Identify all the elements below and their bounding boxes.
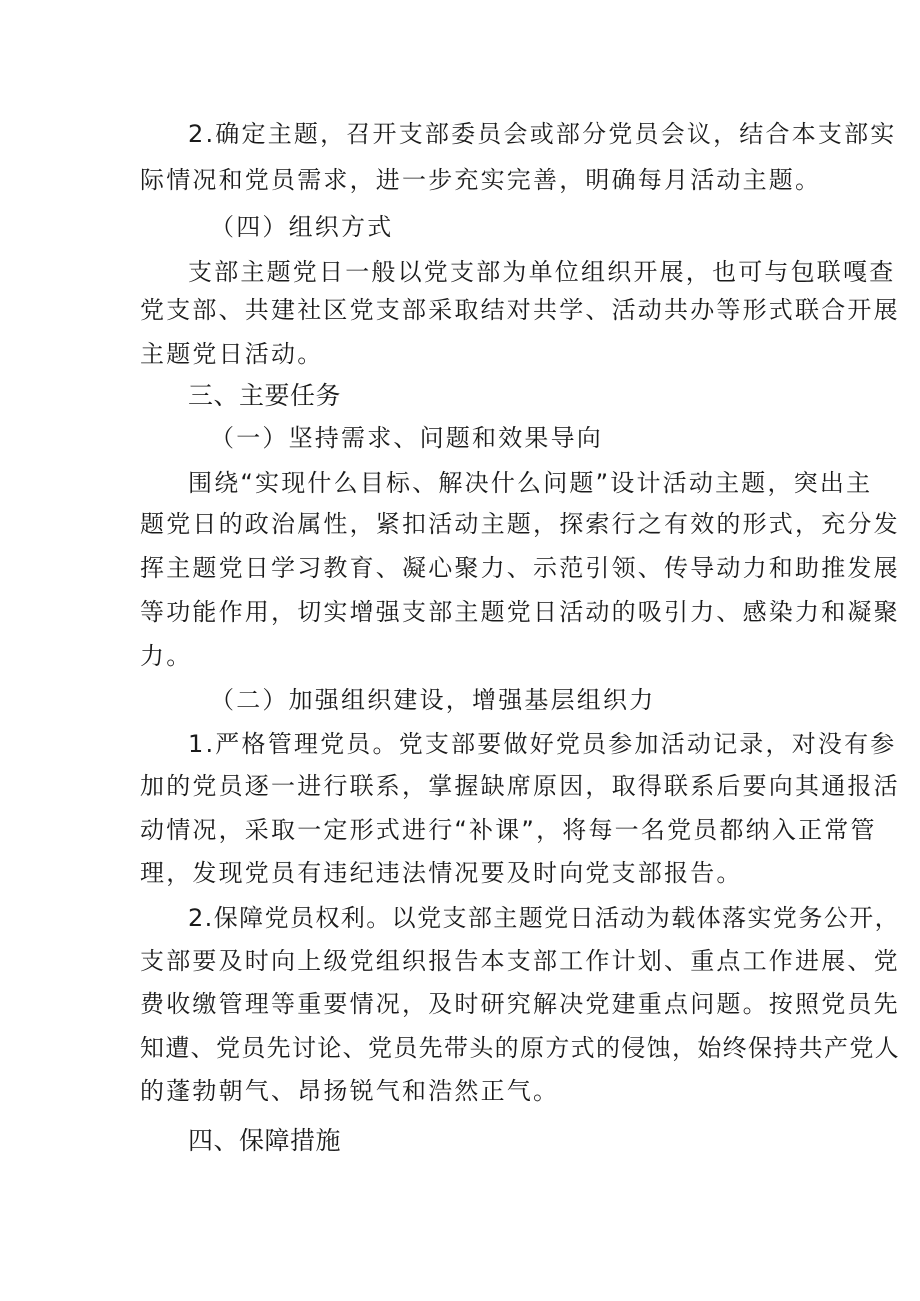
paragraph-line: 知遭、党员先讨论、党员先带头的原方式的侵蚀，始终保持共产党人 <box>140 1034 900 1062</box>
paragraph-line: 党支部、共建社区党支部采取结对共学、活动共办等形式联合开展 <box>140 296 900 324</box>
paragraph-line: 加的党员逐一进行联系，掌握缺席原因，取得联系后要向其通报活 <box>140 772 900 800</box>
paragraph-line: 1.严格管理党员。党支部要做好党员参加活动记录，对没有参 <box>188 730 897 758</box>
paragraph-line: 理，发现党员有违纪违法情况要及时向党支部报告。 <box>140 859 743 887</box>
paragraph-line: 等功能作用，切实增强支部主题党日活动的吸引力、感染力和凝聚 <box>140 598 900 626</box>
subheading: （四）组织方式 <box>210 213 394 241</box>
paragraph-line: 动情况，采取一定形式进行“补课”，将每一名党员都纳入正常管 <box>140 816 877 844</box>
paragraph-line: 挥主题党日学习教育、凝心聚力、示范引领、传导动力和助推发展 <box>140 554 900 582</box>
paragraph-line: 的蓬勃朝气、昂扬锐气和浩然正气。 <box>140 1077 560 1105</box>
section-heading: 三、主要任务 <box>188 381 342 410</box>
subheading: （二）加强组织建设，增强基层组织力 <box>210 686 656 714</box>
subheading: （一）坚持需求、问题和效果导向 <box>210 424 603 452</box>
paragraph-line: 支部主题党日一般以党支部为单位组织开展，也可与包联嘎查 <box>188 258 896 286</box>
paragraph-line: 2.保障党员权利。以党支部主题党日活动为载体落实党务公开， <box>188 904 900 932</box>
paragraph-line: 际情况和党员需求，进一步充实完善，明确每月活动主题。 <box>140 166 822 194</box>
paragraph-line: 围绕“实现什么目标、解决什么问题”设计活动主题，突出主 <box>188 469 873 497</box>
paragraph-line: 主题党日活动。 <box>140 340 324 368</box>
paragraph-line: 费收缴管理等重要情况，及时研究解决党建重点问题。按照党员先 <box>140 990 900 1018</box>
paragraph-line: 题党日的政治属性，紧扣活动主题，探索行之有效的形式，充分发 <box>140 510 900 538</box>
paragraph-line: 力。 <box>140 642 193 670</box>
paragraph-line: 2.确定主题，召开支部委员会或部分党员会议，结合本支部实 <box>188 120 897 148</box>
paragraph-line: 支部要及时向上级党组织报告本支部工作计划、重点工作进展、党 <box>140 947 900 975</box>
section-heading: 四、保障措施 <box>188 1126 342 1155</box>
